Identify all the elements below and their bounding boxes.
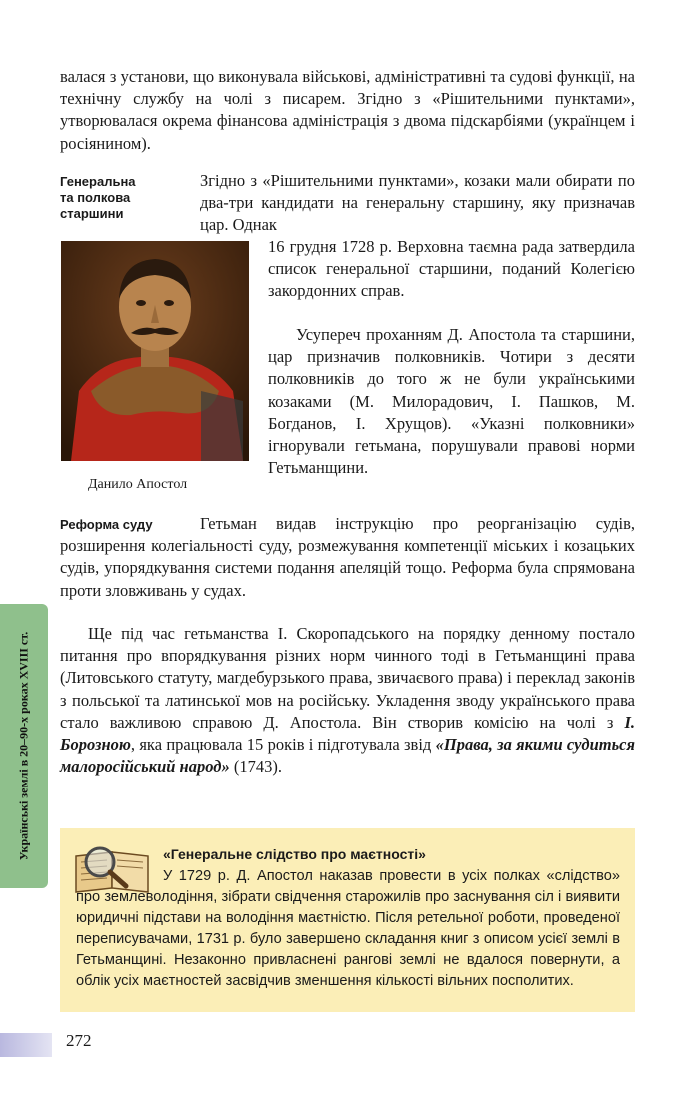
person-name: І. Борозною (60, 712, 635, 755)
portrait-daniel-apostol (61, 241, 249, 461)
portrait-caption: Данило Апостол (88, 477, 188, 492)
intro-paragraph: валася з установи, що виконувала військові, адміністративні та судові функції, на технічну службу на чолі з писарем. Згідно з «Рішительними пунктами», утворювалася окрема фінансова адміністрація з двома підскарбіями (українцем і росіянином). (60, 67, 635, 153)
section2-paragraph-2 (60, 623, 635, 778)
heading-line: старшини (60, 206, 124, 221)
section-heading-general-staff (60, 174, 136, 222)
heading-line: Генеральна (60, 174, 136, 189)
page-number: 272 (66, 1031, 92, 1050)
text-run: , яка працювала 15 років і підготувала звід (130, 735, 436, 755)
chapter-side-tab-label: Українські землі в 20–90-х роках XVIII ст. (16, 631, 31, 861)
info-box-title: «Генеральне слідство про маєтності» (163, 846, 426, 862)
text-run: (1743). (229, 757, 282, 777)
section1-paragraph-2: Усупереч проханням Д. Апостола та старшини, цар призначив полковників. Чотири з десяти полковників до того ж не були українськими козаками (М. Милорадович, І. Пашков, М. Богданов, І. Хрущов). «Указні полковники» ігнорували гетьмана, порушували правові норми Гетьманщини. (268, 325, 635, 478)
section1-paragraph-top: Згідно з «Рішительними пунктами», козаки мали обирати по два-три кандидати на генеральну старшину, яку призначав цар. Однак (200, 171, 635, 235)
heading-line: та полкова (60, 190, 131, 205)
section-heading-court-reform: Реформа суду (60, 517, 153, 532)
info-box-text: У 1729 р. Д. Апостол наказав провести в усіх полках «слідство» про землеволодіння, зібрати свідчення старожилів про заснування сіл і виявити юридичні підстави на володіння маєтністю. Після ретельної роботи, проведеної переписувачами, 1731 р. було завершено складання книг з описом усієї землі в Гетьманщині. Незаконно привласнені рангові землі не вдалося повернути, а облік усіх маєтностей засвідчив зменшення кількості вільних посполитих. (76, 868, 620, 989)
section2-paragraph-1: Гетьман видав інструкцію про реорганізацію судів, розширення колегіальності суду, розмежування компетенції міських і козацьких судів, упорядкування системи подання апеляцій тощо. Реформа була спрямована проти зловживань у судах. (60, 514, 635, 600)
page-footer-bar (0, 1033, 52, 1057)
section1-paragraph-bottom: 16 грудня 1728 р. Верховна таємна рада затвердила список генеральної старшини, поданий Колегією закордонних справ. (268, 237, 635, 301)
code-title: «Права, за якими судиться малоросійський народ» (60, 735, 635, 777)
text-run: Ще під час гетьманства І. Скоропадського на порядку денному постало питання про впорядкування різних норм чинного тоді в Гетьманщині права (Литовського статуту, магдебурзького права, звичаєвого права) і переклад законів з польської та латинської мов на російську. Укладення зводу українського права стало важливою справою Д. Апостола. Він створив комісію на чолі з (60, 624, 635, 732)
portrait-drawing (61, 241, 249, 461)
